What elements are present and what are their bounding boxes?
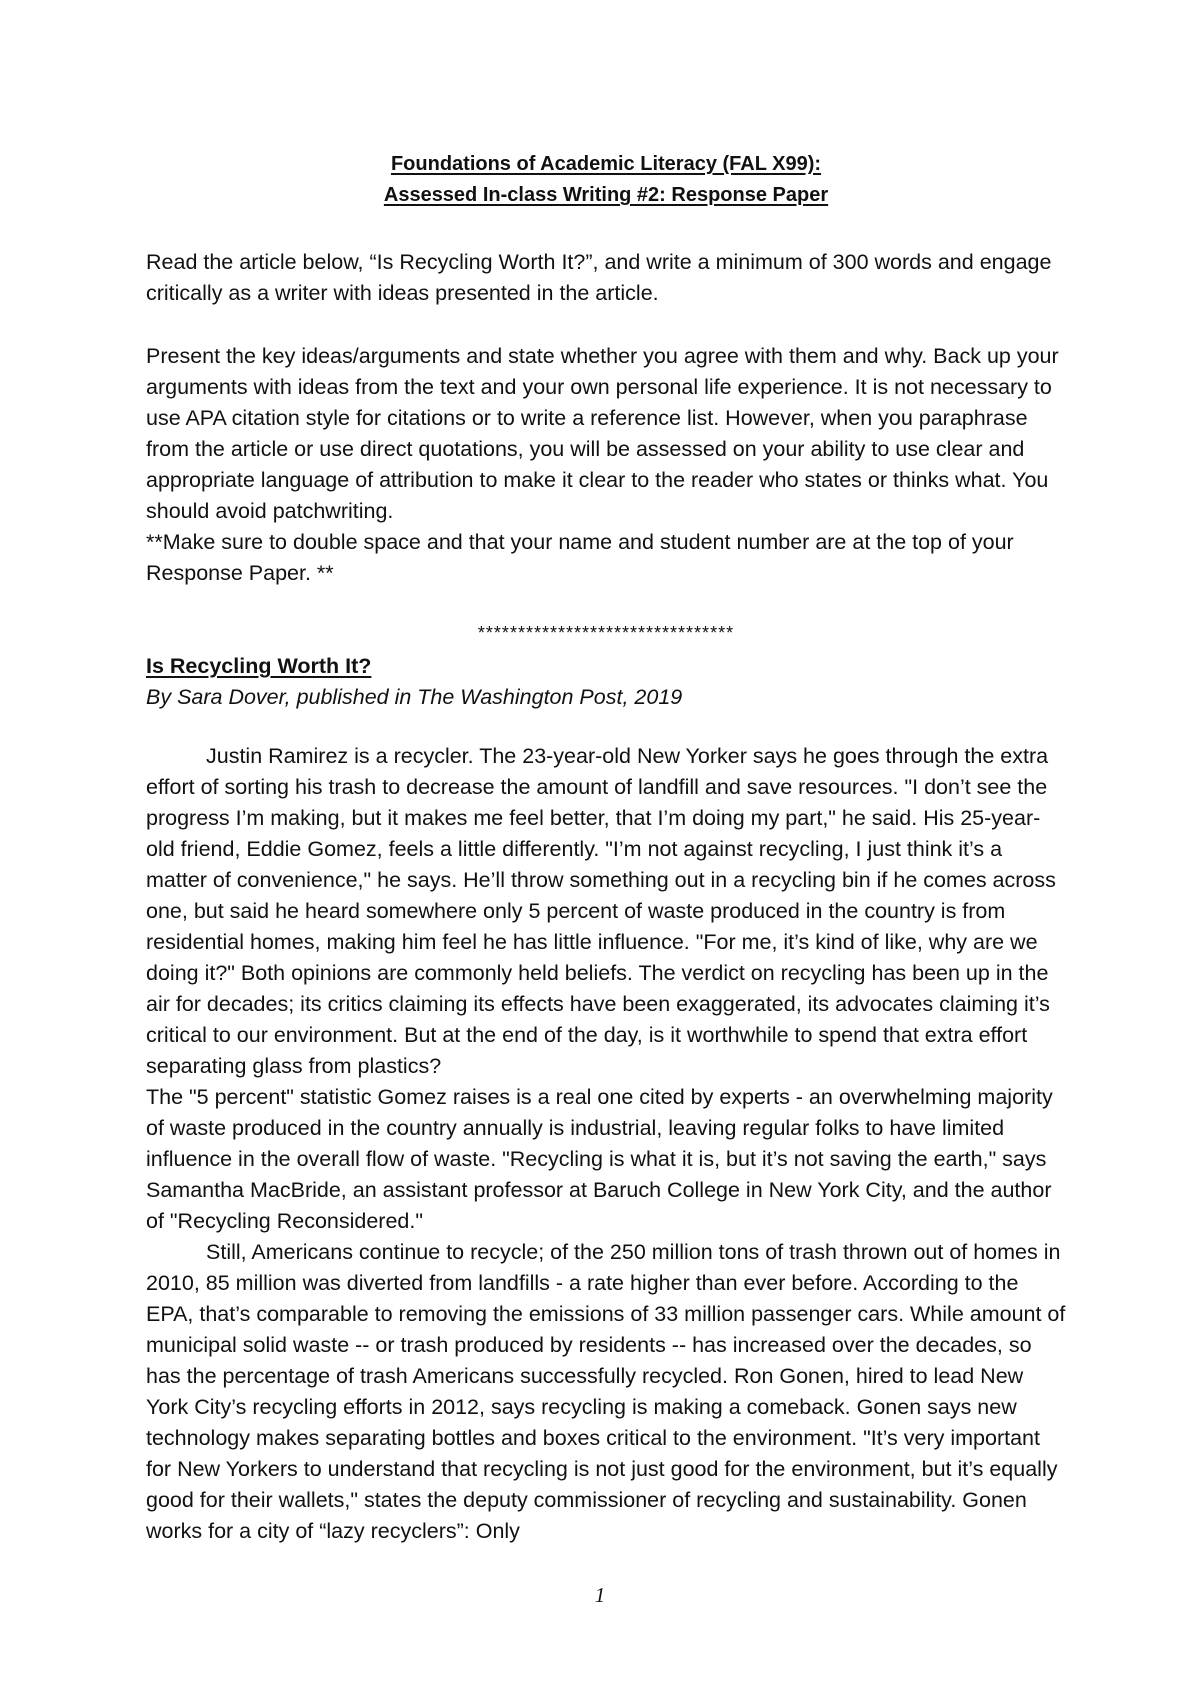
assignment-title: Assessed In-class Writing #2: Response Paper: [383, 184, 829, 206]
document-body: [146, 149, 1066, 1547]
course-title: Foundations of Academic Literacy (FAL X99):: [390, 153, 822, 175]
section-separator: ********************************: [477, 623, 735, 643]
article-paragraph-3: Still, Americans continue to recycle; of the 250 million tons of trash thrown out of homes in 2010, 85 million was diverted from landfills - a rate higher than ever before. According to the EPA, that’s comparable to removing the emissions of 33 million passenger cars. While amount of municipal solid waste -- or trash produced by residents -- has increased over the decades, so has the percentage of trash Americans successfully recycled. Ron Gonen, hired to lead New York City’s recycling efforts in 2012, says recycling is making a comeback. Gonen says new technology makes separating bottles and boxes critical to the environment. "It’s very important for New Yorkers to understand that recycling is not just good for the environment, but it’s equally good for their wallets," states the deputy commissioner of recycling and sustainability. Gonen works for a city of “lazy recyclers”: Only: [146, 1240, 1066, 1543]
instructions-paragraph-2: Present the key ideas/arguments and state whether you agree with them and why. Back up your arguments with ideas from the text and your own personal life experience. It is not necessary to use APA citation style for citations or to write a reference list. However, when you paraphrase from the article or use direct quotations, you will be assessed on your ability to use clear and appropriate language of attribution to make it clear to the reader who states or thinks what. You should avoid patchwriting.: [146, 344, 1059, 523]
page-number: 1: [594, 1583, 606, 1607]
article-byline: By Sara Dover, published in The Washington Post, 2019: [146, 685, 683, 709]
article-title: Is Recycling Worth It?: [146, 654, 372, 678]
article-paragraph-2: The "5 percent" statistic Gomez raises is a real one cited by experts - an overwhelming majority of waste produced in the country annually is industrial, leaving regular folks to have limited influence in the overall flow of waste. "Recycling is what it is, but it’s not saving the earth," says Samantha MacBride, an assistant professor at Baruch College in New York City, and the author of "Recycling Reconsidered.": [146, 1085, 1053, 1233]
article-paragraph-1: Justin Ramirez is a recycler. The 23-year-old New Yorker says he goes through the extra effort of sorting his trash to decrease the amount of landfill and save resources. "I don’t see the progress I’m making, but it makes me feel better, that I’m doing my part," he said. His 25-year-old friend, Eddie Gomez, feels a little differently. "I’m not against recycling, I just think it’s a matter of convenience," he says. He’ll throw something out in a recycling bin if he comes across one, but said he heard somewhere only 5 percent of waste produced in the country is from residential homes, making him feel he has little influence. "For me, it’s kind of like, why are we doing it?" Both opinions are commonly held beliefs. The verdict on recycling has been up in the air for decades; its critics claiming its effects have been exaggerated, its advocates claiming it’s critical to our environment. But at the end of the day, is it worthwhile to spend that extra effort separating glass from plastics?: [146, 744, 1056, 1078]
instructions-paragraph-3: **Make sure to double space and that your name and student number are at the top of your Response Paper. **: [146, 530, 1014, 585]
instructions-paragraph-1: Read the article below, “Is Recycling Worth It?”, and write a minimum of 300 words and engage critically as a writer with ideas presented in the article.: [146, 250, 1052, 305]
